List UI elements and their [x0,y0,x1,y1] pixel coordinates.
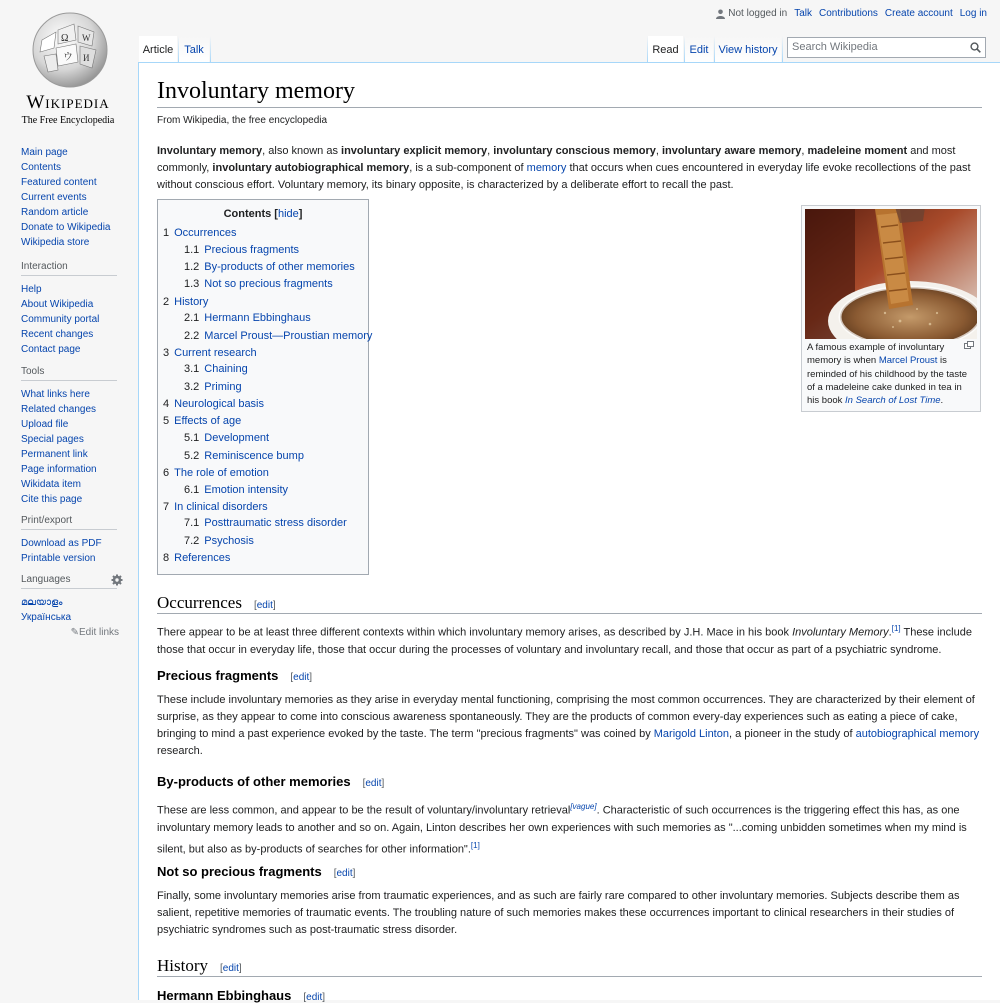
sidebar-heading-tools: Tools [21,366,117,381]
text: A famous example of involuntary memory is when [807,342,945,367]
toc-number: 6.1 [184,484,200,496]
sidebar-item-donate[interactable]: Donate to Wikipedia [21,222,111,233]
text: , [487,145,494,157]
text: , also known as [262,145,342,157]
toc-item[interactable] [184,278,333,290]
search-icon[interactable] [970,42,981,53]
heading-text: History [157,956,208,975]
sidebar-item-special-pages[interactable]: Special pages [21,434,84,445]
gear-icon[interactable] [111,574,123,586]
edit-link[interactable]: edit [336,868,353,879]
toc-item[interactable] [184,330,372,342]
toc-item[interactable] [184,244,299,256]
section-heading-by-products [157,774,384,789]
search-input[interactable] [787,37,986,58]
sidebar-item-community-portal[interactable]: Community portal [21,314,100,325]
in-search-of-lost-time-link[interactable]: In Search of Lost Time [845,395,941,407]
sidebar-item-page-information[interactable]: Page information [21,464,97,475]
edit-section[interactable]: [edit] [362,778,385,789]
toc-link[interactable]: Posttraumatic stress disorder [204,517,347,529]
bold-term: involuntary conscious memory [493,145,656,157]
heading-text: Hermann Ebbinghaus [157,988,292,1003]
toc-hide-toggle[interactable]: hide [277,208,299,220]
toc-link[interactable]: Hermann Ebbinghaus [204,312,311,324]
toc-number: 3.2 [184,381,200,393]
text: These include those that occur in everyday life, those that occur during the processes of voluntary and involuntary recall, and those that occur as part of a psychiatric syndrome. [157,626,972,656]
not-logged-in-label: Not logged in [728,8,788,19]
edit-links-label: Edit links [78,627,119,638]
text: . [940,395,944,407]
toc-title: Contents [hide] [223,208,303,220]
edit-section[interactable]: [edit] [220,963,242,974]
toc-link[interactable]: Reminiscence bump [204,450,304,462]
edit-section[interactable]: [edit] [333,868,356,879]
edit-link[interactable]: edit [222,963,239,974]
user-icon [716,9,725,19]
sidebar-item-recent-changes[interactable]: Recent changes [21,329,94,340]
sidebar-item-contact[interactable]: Contact page [21,344,81,355]
toc-item[interactable] [184,312,311,324]
edit-link[interactable]: edit [365,778,382,789]
edit-link[interactable]: edit [293,672,310,683]
page-title: Involuntary memory [157,78,355,104]
log-in-link[interactable]: Log in [959,8,987,19]
edit-links[interactable] [21,625,119,640]
not-logged-in [716,8,787,19]
sidebar-heading-print: Print/export [21,515,117,530]
text: research. [157,745,203,757]
toc-link[interactable]: Current research [174,347,257,359]
toc-number: 7.1 [184,517,200,529]
text: that occurs when cues encountered in everyday life evoke recollections of the past without conscious effort. Voluntary memory, its binary opposite, is characterized by a deliberate effort to recall the past. [157,162,971,191]
toc-link[interactable]: In clinical disorders [174,501,268,513]
toc-link[interactable]: References [174,552,231,564]
heading-text: By-products of other memories [157,774,351,789]
sidebar-item-current-events[interactable]: Current events [21,192,87,203]
toc-number: 1.3 [184,278,200,290]
contributions-link[interactable]: Contributions [819,8,878,19]
search-placeholder: Search Wikipedia [792,41,878,53]
text: , is a sub-component of [409,162,527,174]
bold-term: involuntary autobiographical memory [212,162,410,174]
sidebar-languages [21,574,131,640]
text: These are less common, and appear to be the result of voluntary/involuntary retrieval [157,804,571,817]
book-title: Involuntary Memory [792,626,889,639]
toc-link[interactable]: History [174,296,209,308]
paragraph: Finally, some involuntary memories arise from traumatic experiences, and as such are fairly rare compared to other involuntary memories. Subjects describe them as salient, repetitive memories of traumatic events. The troubling nature of such memories makes these occurrences important to clinical researchers in their studies of psychiatric syndromes such as post-traumatic stress disorder. [157,890,960,936]
tea-photo [805,209,977,339]
toc-number: 1.1 [184,244,200,256]
toc-link[interactable]: The role of emotion [174,467,269,479]
sidebar-item-featured-content[interactable]: Featured content [21,177,97,188]
toc-item[interactable] [163,501,268,513]
toc-link[interactable]: Chaining [204,363,248,375]
sidebar-item-permanent-link[interactable]: Permanent link [21,449,88,460]
toc-link[interactable]: Emotion intensity [204,484,289,496]
paragraph [157,692,982,760]
edit-section[interactable]: [edit] [303,992,326,1003]
pencil-icon: ✎ [70,627,79,638]
sidebar-item-contents[interactable]: Contents [21,162,62,173]
text: is reminded of his childhood by the taste of a madeleine cake dunked in tea in his book [807,355,968,407]
svg-text:W: W [82,33,91,43]
toc-item[interactable] [163,467,269,479]
toc-link[interactable]: Development [204,432,270,444]
edit-section[interactable]: [edit] [290,672,313,683]
toc-item[interactable] [184,363,248,375]
title-divider [157,107,982,108]
toc-item[interactable] [184,450,304,462]
sidebar-item-language-malayalam[interactable]: മലയാളം [21,597,63,608]
sidebar-interaction [21,261,131,357]
talk-link[interactable]: Talk [794,8,812,19]
autobiographical-memory-link[interactable]: autobiographical memory [855,728,980,740]
toc-item[interactable] [184,261,355,273]
toc-item[interactable] [184,535,254,547]
sidebar-item-wikidata-item[interactable]: Wikidata item [21,479,82,490]
text: , a pioneer in the study of [728,728,856,740]
paragraph [157,798,982,858]
sidebar-item-random-article[interactable]: Random article [21,207,89,218]
edit-link[interactable]: edit [256,600,273,611]
sidebar-heading-interaction: Interaction [21,261,117,276]
toc-link[interactable]: By-products of other memories [204,261,355,273]
heading-divider [157,613,982,614]
sidebar-tools [21,366,131,507]
toc-number: 3.1 [184,363,200,375]
sidebar-item-download-pdf[interactable]: Download as PDF [21,538,102,549]
text: , [801,145,808,157]
sidebar-navigation [21,145,131,250]
toc-number: 1.2 [184,261,200,273]
toc-number: 8 [163,552,170,564]
sidebar-item-store[interactable]: Wikipedia store [21,237,90,248]
toc-number: 2.2 [184,330,200,342]
tagline: The Free Encyclopedia [21,115,115,126]
tab-separator [210,36,211,62]
toc-link[interactable]: Occurrences [174,227,237,239]
toc-number: 5.2 [184,450,200,462]
citation-link[interactable]: [1] [891,624,901,633]
sidebar-item-language-ukrainian[interactable]: Українська [21,612,72,623]
text: . [888,626,892,639]
tab-edit[interactable]: Edit [685,36,713,62]
toc-title-label: Contents [223,208,272,220]
text: . Characteristic of such occurrences is the triggering effect this has, as one involuntary memory leads to another and so on. Again, Linton describes her own experiences with such memories as "...coming unbidden sometimes when my mind is silent, but also as by-products of searches for other information". [157,804,967,856]
tab-view-history[interactable]: View history [715,36,781,62]
citation-link[interactable]: [1] [470,840,480,850]
svg-text:ウ: ウ [63,52,73,63]
toc-item[interactable] [163,552,230,564]
tab-article[interactable]: Article [139,36,177,62]
memory-link[interactable]: memory [526,162,567,174]
bold-term: Involuntary memory [157,145,263,157]
toc-link[interactable]: Neurological basis [174,398,265,410]
madeleine-tea-image[interactable] [805,209,977,339]
toc-number: 7 [163,501,170,513]
text: There appear to be at least three different contexts within which involuntary memory arises, as described by J.H. Mace in his book [157,626,793,639]
sidebar-heading-languages: Languages [21,574,117,589]
toc-number: 2.1 [184,312,200,324]
toc-number: 5.1 [184,432,200,444]
personal-tools [716,8,987,19]
heading-text: Not so precious fragments [157,864,322,879]
text: and most commonly, [157,145,956,174]
marigold-linton-link[interactable]: Marigold Linton [653,728,729,740]
vague-tag-link[interactable]: [vague] [570,802,597,811]
sidebar-item-what-links-here[interactable]: What links here [21,389,90,400]
heading-divider [157,976,982,977]
edit-link[interactable]: edit [306,992,323,1003]
toc-item[interactable] [163,227,236,239]
paragraph [157,620,982,659]
thumbnail-figure [801,205,981,412]
bold-term: involuntary aware memory [661,145,802,157]
globe-icon [30,10,110,90]
toc-link[interactable]: Marcel Proust—Proustian memory [204,330,373,342]
sidebar-item-main-page[interactable]: Main page [21,147,68,158]
tab-talk[interactable]: Talk [179,36,209,62]
bold-term: madeleine moment [807,145,908,157]
section-heading-not-so-precious [157,864,355,879]
lead-paragraph [157,143,982,194]
section-heading-occurrences [157,593,276,613]
toc-item[interactable] [184,432,269,444]
site-subtitle: From Wikipedia, the free encyclopedia [157,115,328,126]
toc-number: 4 [163,398,170,410]
toc-item[interactable] [184,517,347,529]
section-heading-history [157,956,242,976]
sidebar-item-about[interactable]: About Wikipedia [21,299,94,310]
toc-item[interactable] [163,415,241,427]
toc-link[interactable]: Psychosis [204,535,254,547]
tab-separator [782,36,783,62]
toc-item[interactable] [163,296,208,308]
sidebar-item-help[interactable]: Help [21,284,42,295]
toc-number: 2 [163,296,170,308]
text: , [655,145,662,157]
sidebar-print-export [21,515,131,566]
create-account-link[interactable]: Create account [884,8,953,19]
toc-item[interactable] [184,484,288,496]
wikipedia-logo[interactable] [10,8,126,126]
toc-number: 6 [163,467,170,479]
heading-text: Occurrences [157,593,242,612]
toc-number: 1 [163,227,170,239]
section-heading-ebbinghaus [157,988,325,1003]
toc-item[interactable] [163,347,257,359]
toc-link[interactable]: Not so precious fragments [204,278,333,290]
toc-number: 5 [163,415,170,427]
marcel-proust-link[interactable]: Marcel Proust [878,355,938,367]
thumbnail-caption [807,341,975,407]
section-heading-precious-fragments [157,668,312,683]
toc-item[interactable] [163,398,264,410]
toc-link[interactable]: Priming [204,381,242,393]
bold-term: involuntary explicit memory [341,145,488,157]
sidebar-item-upload-file[interactable]: Upload file [21,419,69,430]
sidebar-item-related-changes[interactable]: Related changes [21,404,97,415]
sidebar-item-cite-this-page[interactable]: Cite this page [21,494,83,505]
svg-text:Ω: Ω [61,33,69,44]
edit-section[interactable]: [edit] [253,600,276,611]
toc-number: 3 [163,347,170,359]
text: These include involuntary memories as they arise in everyday mental functioning, comprising the most common occurrences. They are characterized by their element of surprise, as they appear to come into conscious awareness spontaneously. They are the products of common every-day experiences such as eating a piece of cake, bringing to mind a past experience evoked by the taste. The term "precious fragments" was coined by [157,694,975,740]
toc-link[interactable]: Precious fragments [204,244,300,256]
sidebar-item-printable-version[interactable]: Printable version [21,553,96,564]
wordmark: Wikipedia [26,92,110,113]
toc-number: 7.2 [184,535,200,547]
toc-item[interactable] [184,381,242,393]
toc-link[interactable]: Effects of age [174,415,242,427]
heading-text: Precious fragments [157,668,279,683]
svg-text:И: И [83,53,90,63]
tab-read[interactable]: Read [648,36,683,62]
